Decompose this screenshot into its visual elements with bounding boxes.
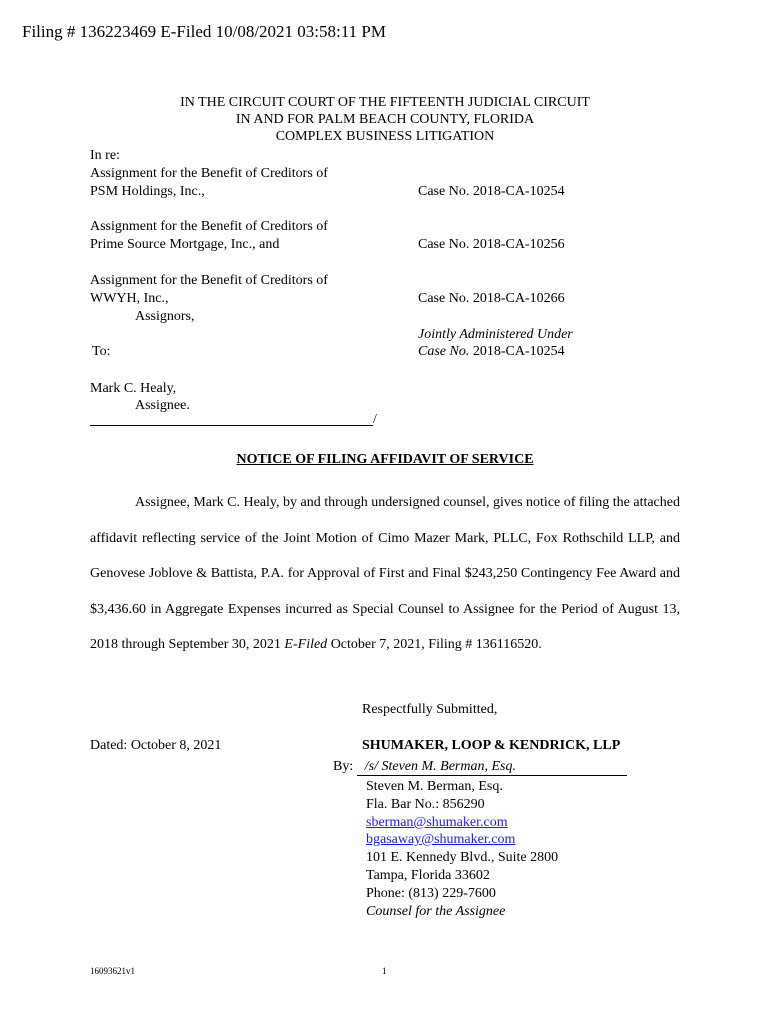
signature-by-line [333,758,627,776]
body-end: October 7, 2021, Filing # 136116520. [327,637,542,653]
dated-line: Dated: October 8, 2021 [90,738,222,753]
page-number: 1 [382,966,387,976]
respectfully-submitted: Respectfully Submitted, [362,702,498,717]
case-number: Case No. 2018-CA-10266 [418,291,565,306]
caption-rule [90,425,373,426]
party-line: Prime Source Mortgage, Inc., and [90,237,280,252]
case-number: Case No. 2018-CA-10256 [418,237,565,252]
phone-number: Phone: (813) 229-7600 [366,886,496,901]
assignee-name: Mark C. Healy, [90,381,177,396]
body-main: Assignee, Mark C. Healy, by and through undersigned counsel, gives notice of filing the attached affidavit reflecting service of the Joint Motion of Cimo Mazer Mark, PLLC, Fox Rothschild LLP, and Genovese Joblove & Battista, P.A. for Approval of First and Final $243,250 Contingency Fee Award and $3,436.60 in Aggregate Expenses incurred as Special Counsel to Assignee for the Period of August 13, 2018 through September 30, 2021 [90,495,680,653]
party-line: Assignment for the Benefit of Creditors of [90,219,328,234]
address-line: 101 E. Kennedy Blvd., Suite 2800 [366,850,559,865]
email-link-primary[interactable]: sberman@shumaker.com [366,815,508,830]
assignee-role: Assignee. [135,398,190,413]
email-link-secondary[interactable]: bgasaway@shumaker.com [366,832,516,847]
caption-rule-slash: / [373,412,377,427]
party-line: Assignment for the Benefit of Creditors of [90,166,328,181]
body-efiled: E-Filed [284,637,328,653]
court-line: IN THE CIRCUIT COURT OF THE FIFTEENTH JUDICIAL CIRCUIT [180,95,590,110]
filing-stamp: Filing # 136223469 E-Filed 10/08/2021 03:58:11 PM [22,22,386,41]
by-label: By: [333,759,354,774]
to-label: To: [92,344,111,359]
bar-number: Fla. Bar No.: 856290 [366,797,485,812]
notice-title: NOTICE OF FILING AFFIDAVIT OF SERVICE [236,452,534,467]
jointly-case [418,343,565,360]
court-caption [0,94,770,145]
jointly-administered: Jointly Administered Under [418,327,573,342]
signature-line: /s/ Steven M. Berman, Esq. [357,758,627,776]
in-re-label: In re: [90,148,120,163]
counsel-role: Counsel for the Assignee [366,904,506,919]
party-line: PSM Holdings, Inc., [90,184,205,199]
address-line: Tampa, Florida 33602 [366,868,490,883]
court-line: COMPLEX BUSINESS LITIGATION [275,129,495,144]
party-line: Assignment for the Benefit of Creditors of [90,273,328,288]
attorney-name: Steven M. Berman, Esq. [366,779,503,794]
jointly-case-label: Case No. [418,344,470,359]
case-number: Case No. 2018-CA-10254 [418,184,565,199]
assignors-label: Assignors, [135,309,195,324]
firm-name: SHUMAKER, LOOP & KENDRICK, LLP [362,738,621,753]
party-line: WWYH, Inc., [90,291,169,306]
notice-body [90,485,680,663]
court-line: IN AND FOR PALM BEACH COUNTY, FLORIDA [235,112,535,127]
jointly-case-number: 2018-CA-10254 [469,344,565,359]
document-id: 16093621v1 [90,966,135,976]
